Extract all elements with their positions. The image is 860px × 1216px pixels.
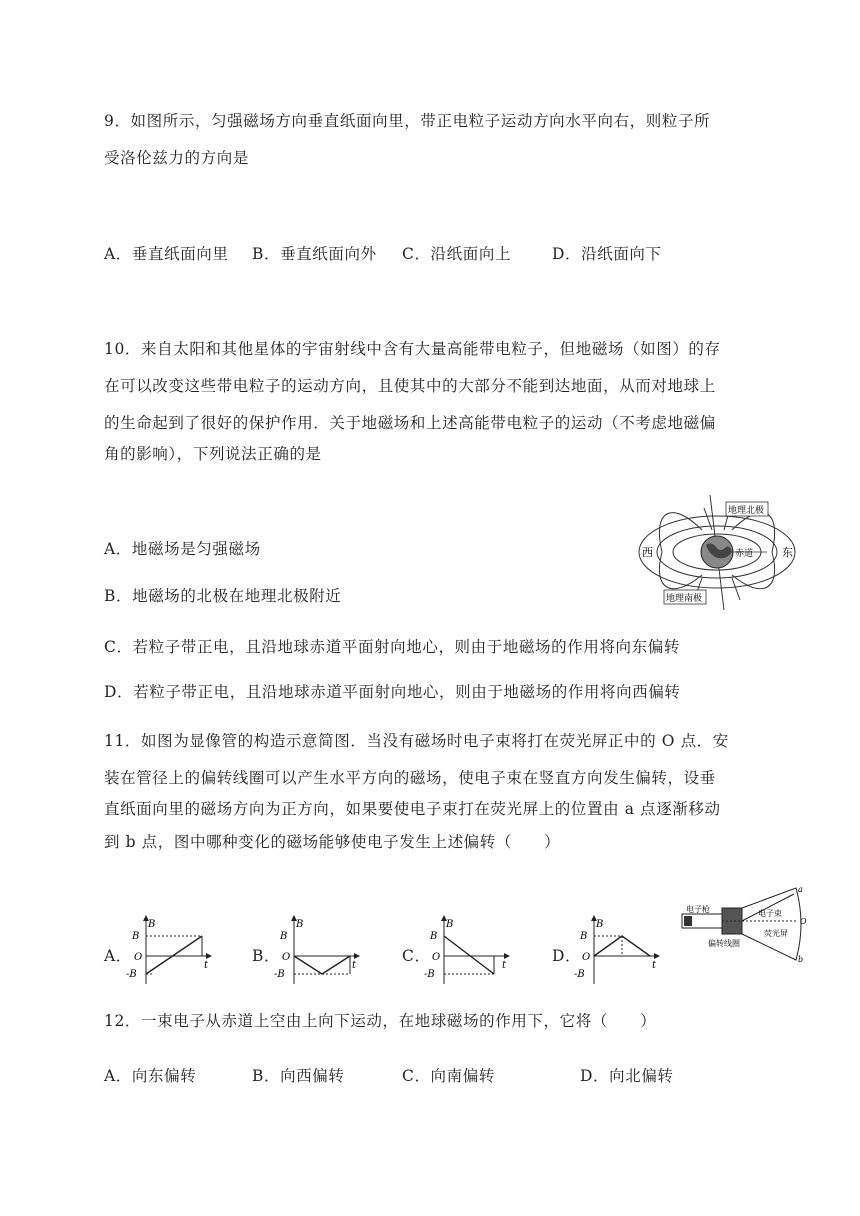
graph-d xyxy=(572,914,662,986)
graph-b-y-axis: B xyxy=(296,919,304,930)
q10-option-a: A．地磁场是匀强磁场 xyxy=(104,540,261,558)
graph-c-x-axis: t xyxy=(502,960,507,971)
geo-north-label: 地理北极 xyxy=(728,506,765,516)
q11-option-a: A． xyxy=(104,947,132,965)
q11-option-b: B． xyxy=(252,947,281,965)
q12-option-b: B．向西偏转 xyxy=(252,1067,345,1085)
q10-option-d: D．若粒子带正电，且沿地球赤道平面射向地心，则由于地磁场的作用将向西偏转 xyxy=(104,683,681,701)
crt-tube-figure xyxy=(678,884,808,964)
graph-d-x-axis: t xyxy=(652,960,657,971)
electron-beam-label: 电子束 xyxy=(758,909,782,918)
east-label: 东 xyxy=(782,546,793,559)
point-b-label: b xyxy=(798,955,804,964)
q12-option-a: A．向东偏转 xyxy=(104,1067,197,1085)
q11-text-line-2: 装在管径上的偏转线圈可以产生水平方向的磁场，使电子束在竖直方向发生偏转，设垂 xyxy=(104,769,716,787)
q12-option-d: D．向北偏转 xyxy=(580,1067,674,1085)
graph-d-origin: O xyxy=(582,952,591,963)
graph-b-neg: -B xyxy=(274,969,285,980)
q11-text-line-1: 11．如图为显像管的构造示意简图．当没有磁场时电子束将打在荧光屏正中的 O 点．安 xyxy=(104,732,729,750)
q11-text-line-4: 到 b 点，图中哪种变化的磁场能够使电子发生上述偏转（ ） xyxy=(104,833,561,851)
q10-option-c: C．若粒子带正电，且沿地球赤道平面射向地心，则由于地磁场的作用将向东偏转 xyxy=(104,638,680,656)
q11-option-c: C． xyxy=(402,947,431,965)
geo-south-label: 地理南极 xyxy=(666,594,703,604)
q12-option-c: C．向南偏转 xyxy=(402,1067,495,1085)
graph-a-neg: -B xyxy=(126,969,137,980)
graph-b-pos: B xyxy=(280,931,288,942)
q11-option-d: D． xyxy=(552,947,582,965)
point-o-label: O xyxy=(800,917,807,926)
graph-d-neg: -B xyxy=(574,969,585,980)
graph-a-x-axis: t xyxy=(204,960,209,971)
graph-a-pos: B xyxy=(132,931,140,942)
q10-option-b: B．地磁场的北极在地理北极附近 xyxy=(104,587,342,605)
q10-text-line-3: 的生命起到了很好的保护作用．关于地磁场和上述高能带电粒子的运动（不考虑地磁偏 xyxy=(104,414,716,432)
graph-a xyxy=(124,914,214,986)
q9-option-a: A．垂直纸面向里 xyxy=(104,245,229,263)
q12-text-line: 12．一束电子从赤道上空由上向下运动，在地球磁场的作用下，它将（ ） xyxy=(104,1012,657,1030)
coil-label: 偏转线圈 xyxy=(708,939,740,948)
west-label: 西 xyxy=(642,546,653,559)
graph-d-y-axis: B xyxy=(596,919,604,930)
graph-b-origin: O xyxy=(282,952,291,963)
q9-option-c: C．沿纸面向上 xyxy=(402,245,512,263)
graph-b-x-axis: t xyxy=(352,960,357,971)
graph-c-origin: O xyxy=(432,952,441,963)
graph-c-pos: B xyxy=(430,931,438,942)
graph-d-pos: B xyxy=(580,931,588,942)
electron-gun-label: 电子枪 xyxy=(686,905,710,914)
point-a-label: a xyxy=(798,885,803,894)
q9-option-b: B．垂直纸面向外 xyxy=(252,245,377,263)
q9-text-line-1: 9．如图所示，匀强磁场方向垂直纸面向里，带正电粒子运动方向水平向右，则粒子所 xyxy=(104,112,711,130)
screen-label: 荧光屏 xyxy=(764,929,788,938)
q10-text-line-2: 在可以改变这些带电粒子的运动方向，且使其中的大部分不能到达地面，从而对地球上 xyxy=(104,377,716,395)
q10-text-line-1: 10．来自太阳和其他星体的宇宙射线中含有大量高能带电粒子，但地磁场（如图）的存 xyxy=(104,340,721,358)
graph-c xyxy=(422,914,512,986)
equator-label: 赤道 xyxy=(735,549,754,559)
earth-magnetic-field-figure xyxy=(632,490,802,615)
graph-c-y-axis: B xyxy=(446,919,454,930)
q9-text-line-2: 受洛伦兹力的方向是 xyxy=(104,149,249,167)
graph-a-origin: O xyxy=(134,952,143,963)
q11-text-line-3: 直纸面向里的磁场方向为正方向，如果要使电子束打在荧光屏上的位置由 a 点逐渐移动 xyxy=(104,800,721,818)
q9-option-d: D．沿纸面向下 xyxy=(552,245,662,263)
graph-b xyxy=(272,914,362,986)
q10-text-line-4: 角的影响），下列说法正确的是 xyxy=(104,445,322,463)
graph-a-y-axis: B xyxy=(148,919,156,930)
graph-c-neg: -B xyxy=(424,969,435,980)
